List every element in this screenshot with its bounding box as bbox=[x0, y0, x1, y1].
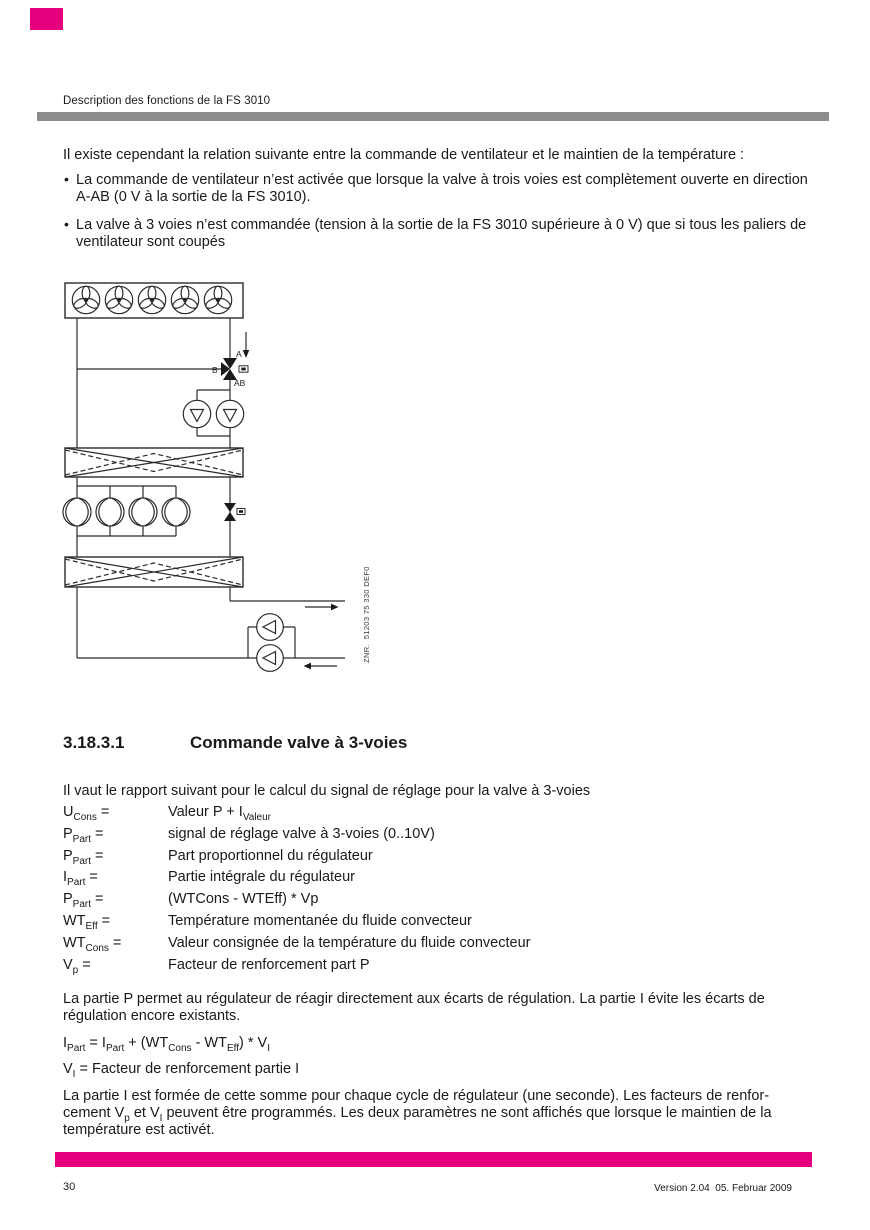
lead-paragraph: Il vaut le rapport suivant pour le calcul du signal de réglage pour la valve à 3-voies bbox=[63, 783, 591, 799]
formula-term: $P_{Part}$ = bbox=[63, 825, 104, 845]
bullet-item-fan-command bbox=[63, 172, 838, 206]
two-way-valve bbox=[224, 503, 245, 521]
valve-port-ab-label: AB bbox=[234, 378, 246, 388]
flow-arrow-right bbox=[305, 604, 339, 611]
three-way-valve bbox=[221, 358, 248, 380]
compressor-icon bbox=[63, 498, 91, 526]
paragraph-p-part: La partie P permet au régulateur de réagir directement aux écarts de régulation. La partie I évite les écarts de régulation encore existants. bbox=[63, 991, 765, 1024]
hvac-schematic bbox=[55, 280, 375, 690]
heat-exchanger-lower bbox=[65, 557, 243, 587]
formula-i-part: $I_{Part} = I_{Part} + (WT_{Cons} - WT_{Eff}) * V_I$ bbox=[63, 1035, 271, 1054]
bullet-marker: • bbox=[64, 216, 69, 232]
fan-icon bbox=[171, 286, 199, 314]
pump-pair-upper bbox=[183, 400, 243, 427]
formula-definition: (WTCons - WTEff) * Vp bbox=[168, 891, 319, 908]
header-rule bbox=[37, 112, 829, 121]
intro-paragraph: Il existe cependant la relation suivante entre la commande de ventilateur et le maintien de la température : bbox=[63, 147, 745, 163]
paragraph-i-part: La partie I est formée de cette somme pour chaque cycle de régulateur (une seconde). Les facteurs de renfor- cement $V_p$ et $V_I$ peuvent être programmés. Les deux paramètres ne sont affichés que lorsque le maintien de la température est activét. bbox=[63, 1088, 772, 1138]
formula-term: $I_{Part}$ = bbox=[63, 869, 98, 889]
formula-definition: signal de réglage valve à 3-voies (0..10V) bbox=[168, 825, 435, 842]
formula-definition: Valeur $P + I_{Valeur}$ bbox=[168, 804, 272, 823]
formula-v-i: $V_I$ = Facteur de renforcement partie I bbox=[63, 1061, 300, 1080]
formula-row bbox=[63, 935, 833, 957]
formula-row bbox=[63, 869, 833, 891]
compressor-row bbox=[63, 498, 190, 526]
fan-icon bbox=[138, 286, 166, 314]
formula-term: $WT_{Eff}$ = bbox=[63, 912, 111, 932]
valve-port-b-label: B bbox=[212, 365, 218, 375]
formula-definition: Température momentanée du fluide convecteur bbox=[168, 912, 472, 929]
formula-term: $V_p$ = bbox=[63, 956, 91, 976]
bullet-text: La commande de ventilateur n’est activée que lorsque la valve à trois voies est complètement ouverte en direction A-AB (0 V à la sortie de la FS 3010). bbox=[76, 172, 808, 205]
bullet-item-valve-command bbox=[63, 217, 838, 251]
compressor-icon bbox=[162, 498, 190, 526]
formula-term: $P_{Part}$ = bbox=[63, 847, 104, 867]
formula-term: $P_{Part}$ = bbox=[63, 891, 104, 911]
bullet-text: La valve à 3 voies n’est commandée (tension à la sortie de la FS 3010 supérieure à 0 V) que si tous les paliers de ventilateur sont coupés bbox=[76, 217, 807, 250]
formula-row bbox=[63, 848, 833, 870]
formula-definition-list bbox=[63, 804, 833, 978]
fan-icon bbox=[204, 286, 232, 314]
flow-arrow-left bbox=[304, 663, 338, 670]
compressor-icon bbox=[96, 498, 124, 526]
formula-term: $U_{Cons}$ = bbox=[63, 804, 110, 823]
compressor-icon bbox=[129, 498, 157, 526]
formula-row bbox=[63, 804, 833, 826]
formula-row bbox=[63, 957, 833, 979]
formula-definition: Partie intégrale du régulateur bbox=[168, 869, 356, 886]
footer-version: Version 2.04 05. Februar 2009 bbox=[654, 1183, 792, 1194]
fan-icon bbox=[105, 286, 133, 314]
page-number: 30 bbox=[63, 1181, 76, 1193]
footer-accent-bar bbox=[55, 1152, 812, 1167]
formula-definition: Facteur de renforcement part P bbox=[168, 956, 370, 973]
accent-corner-mark bbox=[30, 8, 63, 30]
section-number: 3.18.3.1 bbox=[63, 733, 125, 752]
formula-row bbox=[63, 826, 833, 848]
formula-row bbox=[63, 913, 833, 935]
formula-definition: Valeur consignée de la température du fluide convecteur bbox=[168, 934, 531, 951]
fan-icon bbox=[72, 286, 100, 314]
pump-pair-lower bbox=[257, 614, 284, 672]
running-header: Description des fonctions de la FS 3010 bbox=[63, 95, 271, 107]
valve-port-a-label: A bbox=[236, 349, 242, 359]
formula-definition: Part proportionnel du régulateur bbox=[168, 847, 373, 864]
section-heading bbox=[63, 733, 407, 753]
fan-unit bbox=[65, 283, 243, 318]
heat-exchanger-upper bbox=[65, 448, 243, 477]
formula-term: $WT_{Cons}$ = bbox=[63, 934, 122, 954]
bullet-marker: • bbox=[64, 171, 69, 187]
flow-arrow-down bbox=[243, 332, 250, 358]
section-title: Commande valve à 3-voies bbox=[190, 733, 408, 752]
formula-row bbox=[63, 891, 833, 913]
drawing-number-label: ZNR. 51203 75 330 DEF0 bbox=[362, 566, 371, 663]
